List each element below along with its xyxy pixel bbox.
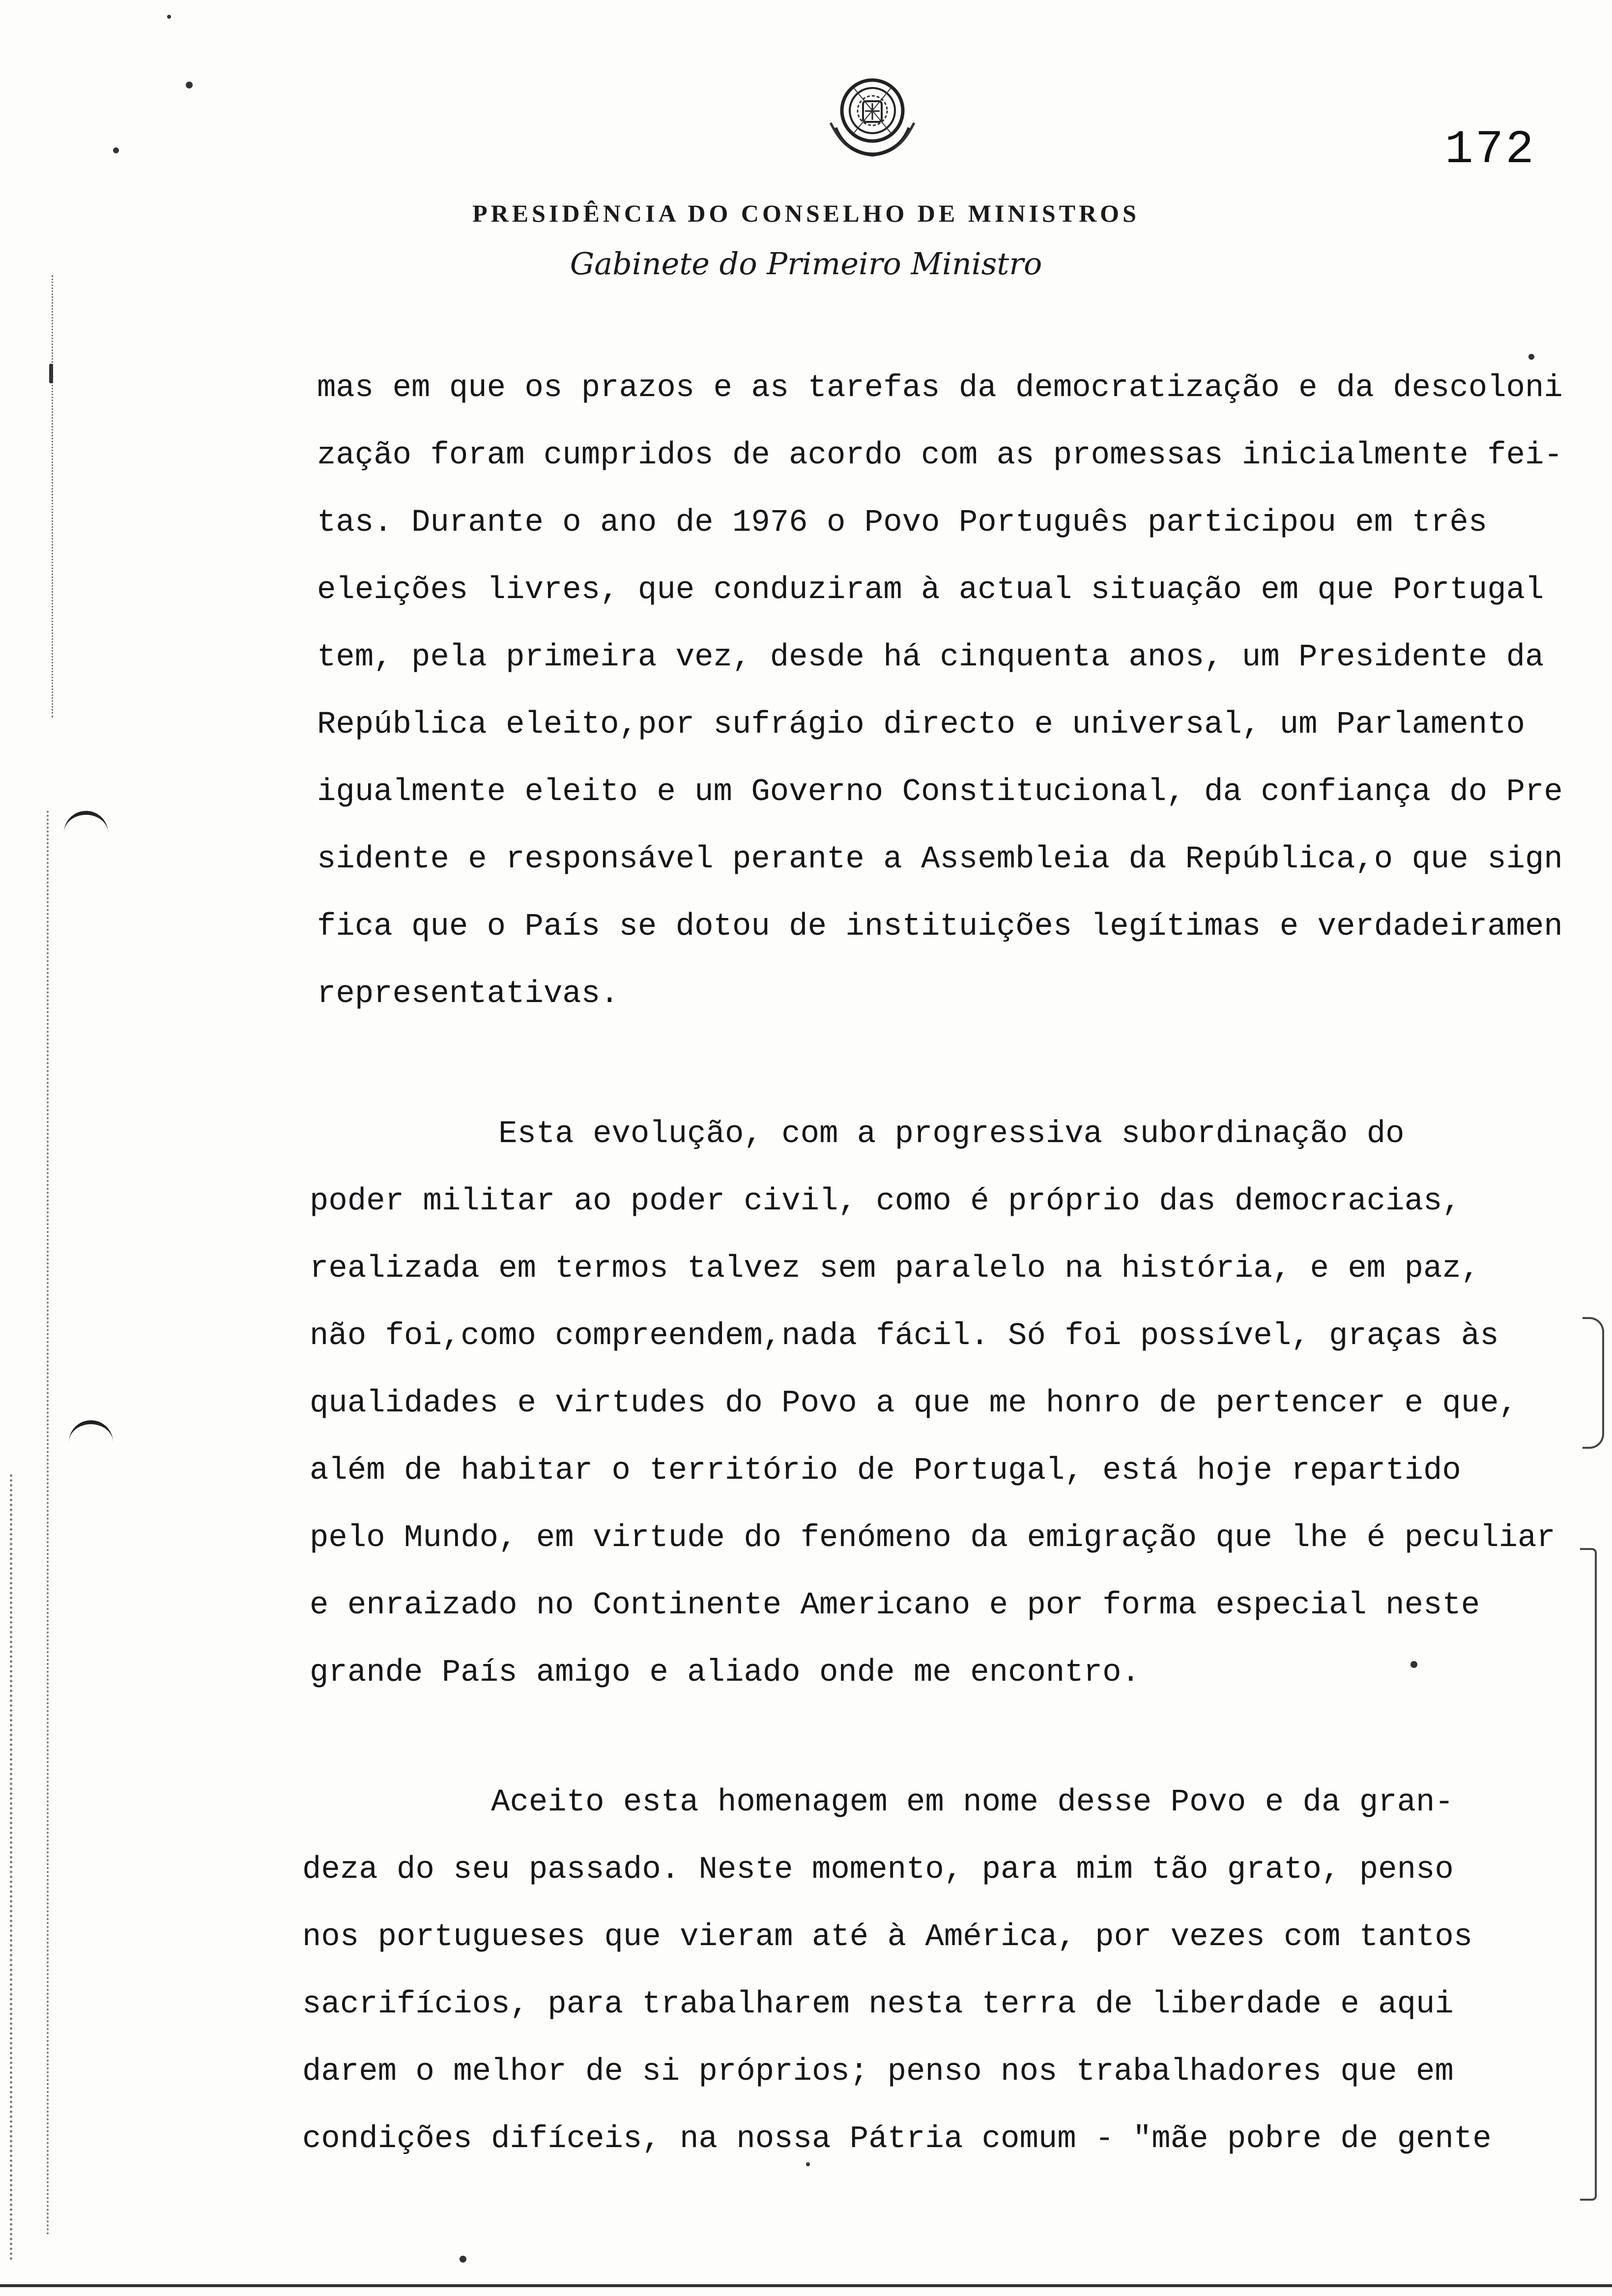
letterhead-subtitle: Gabinete do Primeiro Ministro <box>570 246 1042 282</box>
scan-speck <box>49 364 53 383</box>
text-line: Esta evolução, com a progressiva subordinação do <box>310 1117 1405 1152</box>
scan-speck <box>113 147 119 153</box>
scan-margin-line <box>47 811 49 2236</box>
page-number: 172 <box>1445 123 1536 176</box>
text-line: qualidades e virtudes do Povo a que me honro de pertencer e que, <box>310 1386 1518 1421</box>
scan-margin-line <box>52 275 53 718</box>
scan-bracket-mark <box>1583 1317 1604 1449</box>
text-line: República eleito,por sufrágio directo e universal, um Parlamento <box>317 707 1525 743</box>
text-line: sidente e responsável perante a Assembleia da República,o que sign <box>317 842 1563 877</box>
text-line: pelo Mundo, em virtude do fenómeno da emigração que lhe é peculiar <box>310 1521 1555 1556</box>
scan-speck <box>1410 1661 1417 1668</box>
scan-speck <box>1528 354 1534 360</box>
scan-hook-mark <box>69 1420 113 1449</box>
scan-bottom-rule <box>0 2284 1612 2287</box>
text-line: zação foram cumpridos de acordo com as promessas inicialmente fei- <box>317 438 1563 473</box>
scan-hook-mark <box>64 811 108 839</box>
scan-margin-line <box>10 1474 12 2261</box>
text-line: mas em que os prazos e as tarefas da democratização e da descoloni <box>317 371 1563 406</box>
text-line: poder militar ao poder civil, como é próprio das democracias, <box>310 1184 1461 1219</box>
scan-speck <box>186 82 193 88</box>
text-line: representativas. <box>317 976 619 1012</box>
coat-of-arms-icon <box>816 69 929 167</box>
letterhead-title: PRESIDÊNCIA DO CONSELHO DE MINISTROS <box>472 200 1140 227</box>
text-line: grande País amigo e aliado onde me encontro. <box>310 1655 1140 1691</box>
text-line: Aceito esta homenagem em nome desse Povo e da gran- <box>302 1785 1454 1820</box>
scan-speck <box>167 15 171 19</box>
text-line: e enraizado no Continente Americano e por forma especial neste <box>310 1588 1480 1623</box>
text-line: nos portugueses que vieram até à América, por vezes com tantos <box>302 1920 1473 1955</box>
paragraph-3 <box>302 1769 1492 2173</box>
text-line: tas. Durante o ano de 1976 o Povo Português participou em três <box>317 505 1488 541</box>
paragraph-1 <box>317 355 1563 1028</box>
text-line: eleições livres, que conduziram à actual situação em que Portugal <box>317 573 1544 608</box>
text-line: além de habitar o território de Portugal, está hoje repartido <box>310 1453 1461 1489</box>
text-line: fica que o País se dotou de instituições legítimas e verdadeiramen <box>317 909 1563 945</box>
text-line: darem o melhor de si próprios; penso nos trabalhadores que em <box>302 2054 1454 2090</box>
scan-speck <box>806 2162 810 2166</box>
text-line: tem, pela primeira vez, desde há cinquenta anos, um Presidente da <box>317 640 1544 675</box>
text-line: condições difíceis, na nossa Pátria comum - "mãe pobre de gente <box>302 2122 1492 2157</box>
text-line: deza do seu passado. Neste momento, para mim tão grato, penso <box>302 1852 1454 1888</box>
scan-bracket-mark <box>1580 1548 1597 2201</box>
text-line: não foi,como compreendem,nada fácil. Só foi possível, graças às <box>310 1319 1499 1354</box>
paragraph-2 <box>310 1101 1555 1707</box>
text-line: realizada em termos talvez sem paralelo na história, e em paz, <box>310 1251 1480 1287</box>
text-line: igualmente eleito e um Governo Constitucional, da confiança do Pre <box>317 775 1563 810</box>
text-line: sacrifícios, para trabalharem nesta terra de liberdade e aqui <box>302 1987 1454 2022</box>
scan-speck <box>460 2256 466 2263</box>
